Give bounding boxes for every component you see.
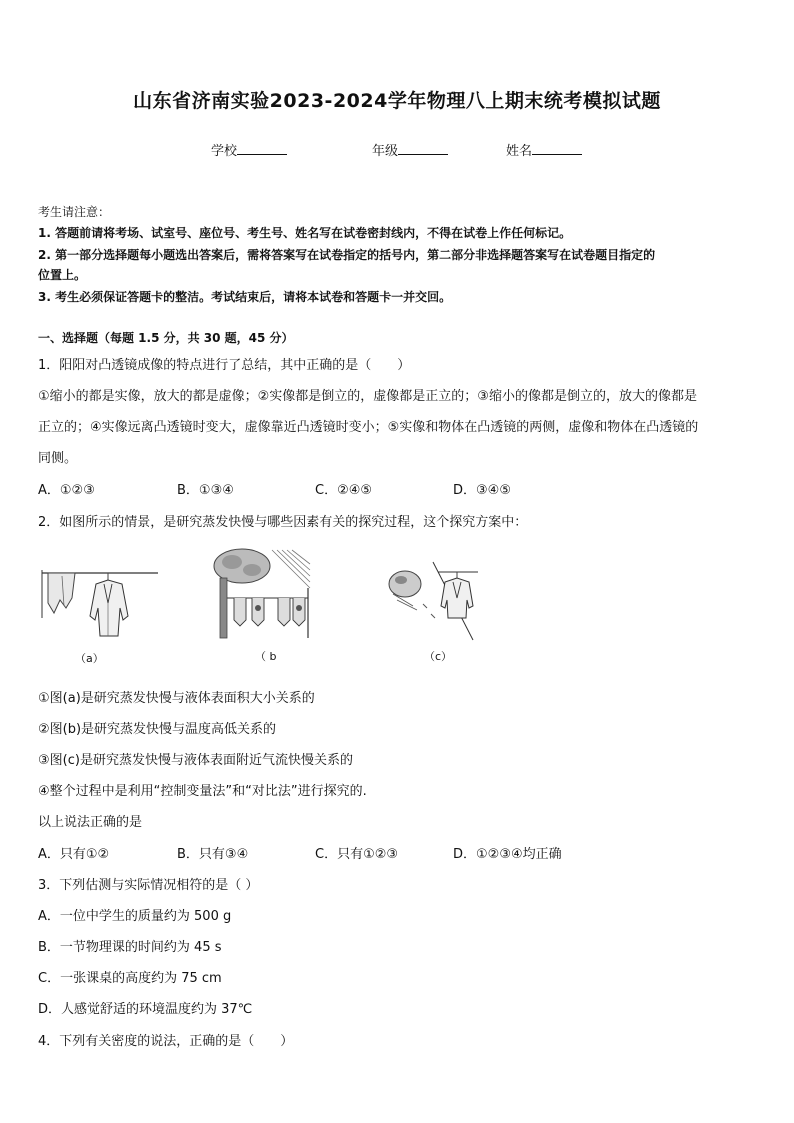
figure-b-illustration — [212, 548, 312, 640]
option-c: C．②④⑤ — [315, 483, 373, 498]
option-b: B．只有③④ — [177, 847, 249, 862]
option-d: D．人感觉舒适的环境温度约为 37℃ — [38, 1002, 253, 1017]
question-4-stem: 4．下列有关密度的说法，正确的是（ ） — [38, 1034, 294, 1049]
option-d: D．①②③④均正确 — [453, 847, 562, 862]
question-1-stem: 1．阳阳对凸透镜成像的特点进行了总结，其中正确的是（ ） — [38, 358, 411, 373]
statement: ③图(c)是研究蒸发快慢与液体表面附近气流快慢关系的 — [38, 753, 353, 768]
statement: ①图(a)是研究蒸发快慢与液体表面积大小关系的 — [38, 691, 315, 706]
grade-field — [372, 140, 448, 159]
option-a: A．只有①② — [38, 847, 110, 862]
notice-item: 3. 考生必须保证答题卡的整洁。考试结束后，请将本试卷和答题卡一并交回。 — [38, 290, 452, 304]
figure-a-illustration — [40, 558, 160, 640]
question-2-stem: 2．如图所示的情景，是研究蒸发快慢与哪些因素有关的探究过程，这个探究方案中： — [38, 515, 528, 530]
grade-blank — [398, 142, 448, 155]
option-c: C．只有①②③ — [315, 847, 399, 862]
question-2-conclusion: 以上说法正确的是 — [38, 815, 143, 830]
option-a: A．①②③ — [38, 483, 95, 498]
figure-c-caption: （c） — [424, 650, 453, 663]
figure-a-caption: （a） — [75, 652, 104, 665]
notice-item: 2. 第一部分选择题每小题选出答案后，需将答案写在试卷指定的括号内，第二部分非选择题答案写在试卷题目指定的 — [38, 248, 656, 262]
figure-c-illustration — [383, 560, 483, 642]
name-field — [506, 140, 582, 159]
option-d: D．③④⑤ — [453, 483, 511, 498]
name-blank — [532, 142, 582, 155]
option-a: A．一位中学生的质量约为 500 g — [38, 909, 232, 924]
question-1-body: 正立的；④实像远离凸透镜时变大，虚像靠近凸透镜时变小；⑤实像和物体在凸透镜的两侧，虚像和物体在凸透镜的 — [38, 420, 699, 435]
notice-heading: 考生请注意： — [38, 205, 111, 219]
section-heading: 一、选择题（每题 1.5 分，共 30 题，45 分） — [38, 331, 294, 345]
school-field — [211, 140, 287, 159]
statement: ②图(b)是研究蒸发快慢与温度高低关系的 — [38, 722, 277, 737]
name-label: 姓名 — [506, 144, 533, 159]
school-blank — [237, 142, 287, 155]
notice-item: 位置上。 — [38, 268, 87, 282]
question-3-stem: 3．下列估测与实际情况相符的是（ ） — [38, 878, 259, 893]
figure-b-caption: （ b — [255, 650, 277, 663]
option-b: B．一节物理课的时间约为 45 s — [38, 940, 222, 955]
question-1-body: 同侧。 — [38, 451, 78, 466]
statement: ④整个过程中是利用“控制变量法”和“对比法”进行探究的. — [38, 784, 367, 799]
option-b: B．①③④ — [177, 483, 234, 498]
question-1-body: ①缩小的都是实像，放大的都是虚像；②实像都是倒立的，虚像都是正立的；③缩小的像都是倒立的，放大的像都是 — [38, 389, 697, 404]
page-title: 山东省济南实验2023-2024学年物理八上期末统考模拟试题 — [133, 90, 661, 112]
option-c: C．一张课桌的高度约为 75 cm — [38, 971, 222, 986]
grade-label: 年级 — [372, 144, 399, 159]
notice-item: 1. 答题前请将考场、试室号、座位号、考生号、姓名写在试卷密封线内，不得在试卷上作任何标记。 — [38, 226, 572, 240]
school-label: 学校 — [211, 144, 238, 159]
